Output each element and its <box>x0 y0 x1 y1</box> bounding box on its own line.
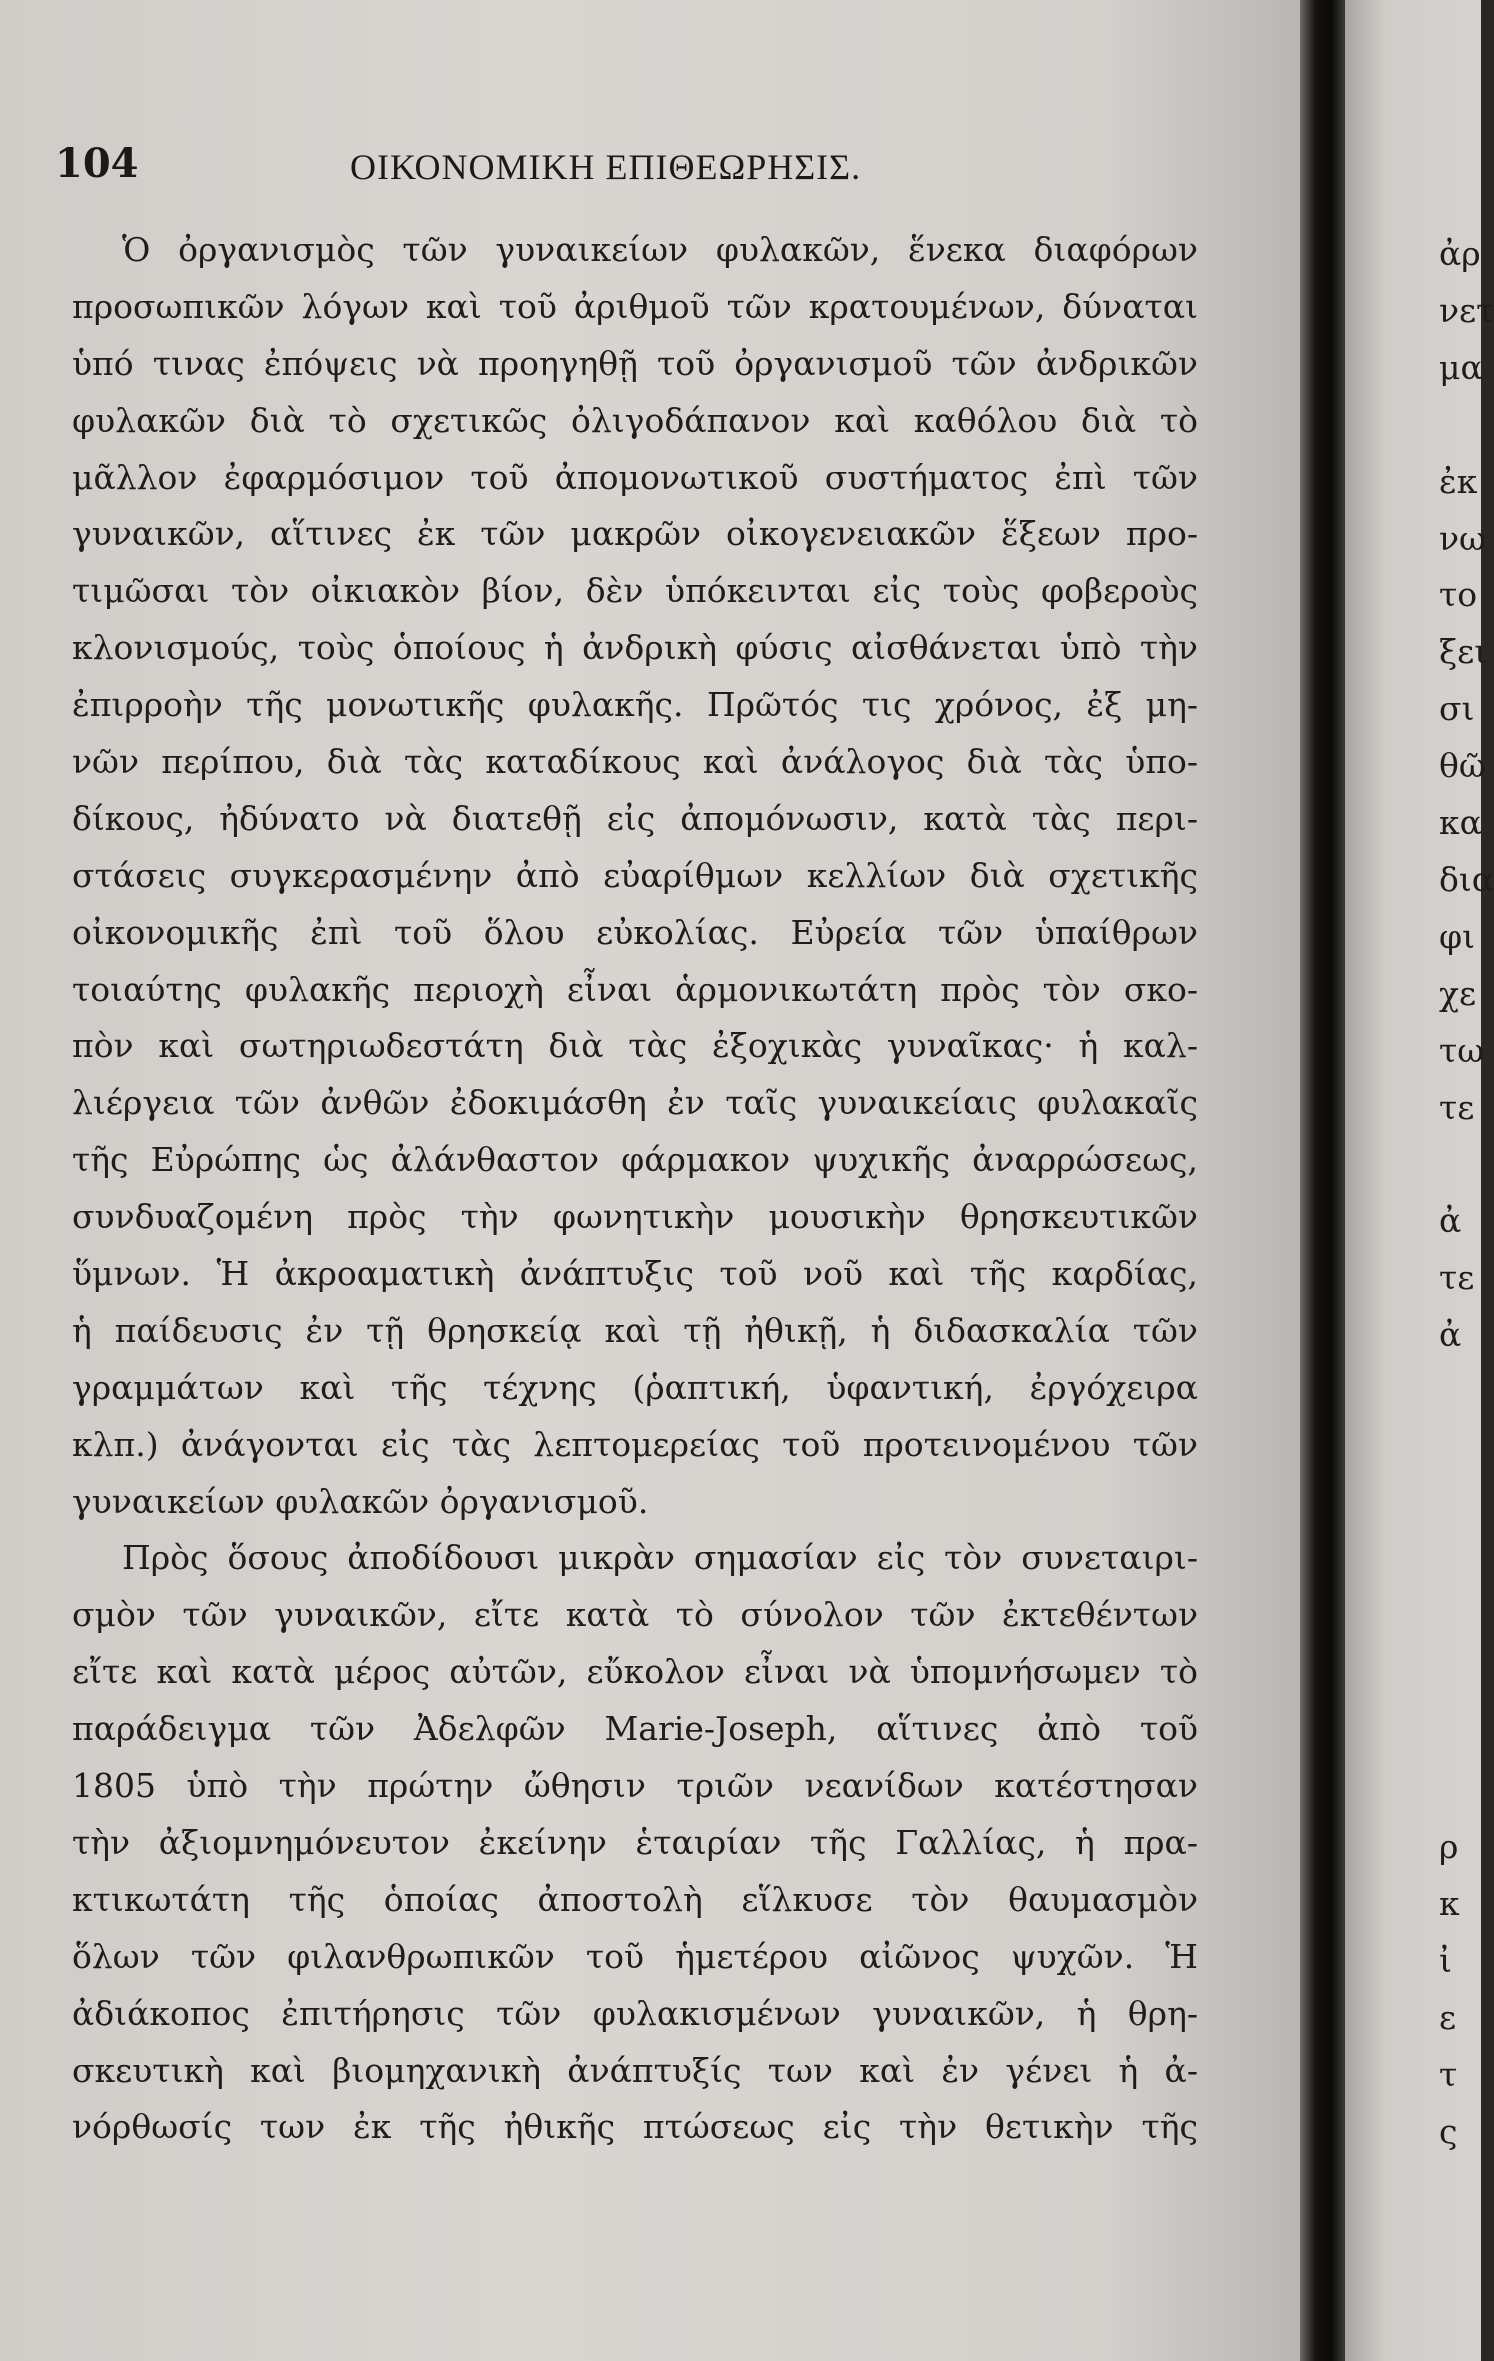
book-gutter <box>1300 0 1345 2361</box>
text-line: Πρὸς ὅσους ἀποδίδουσι μικρὰν σημασίαν εἰς τὸν συνεταιρι- <box>122 1538 1198 1578</box>
text-line: παράδειγμα τῶν Ἀδελφῶν Marie-Joseph, αἵτινες ἀπὸ τοῦ <box>72 1709 1198 1749</box>
facing-page-fragment: μα <box>1439 347 1483 387</box>
facing-page-fragment: θῶ <box>1439 746 1486 786</box>
text-line: οἰκονομικῆς ἐπὶ τοῦ ὅλου εὐκολίας. Εὐρεία τῶν ὑπαίθρων <box>72 912 1198 952</box>
text-line: τοιαύτης φυλακῆς περιοχὴ εἶναι ἁρμονικωτάτη πρὸς τὸν σκο- <box>72 969 1198 1009</box>
page-number: 104 <box>55 140 139 187</box>
text-line: σμὸν τῶν γυναικῶν, εἴτε κατὰ τὸ σύνολον τῶν ἐκτεθέντων <box>72 1595 1198 1635</box>
text-line: ὕμνων. Ἡ ἀκροαματικὴ ἀνάπτυξις τοῦ νοῦ καὶ τῆς καρδίας, <box>72 1254 1198 1294</box>
facing-page-fragment: το <box>1439 575 1478 615</box>
text-line: σκευτικὴ καὶ βιομηχανικὴ ἀνάπτυξίς των καὶ ἐν γένει ἡ ἀ- <box>72 2050 1198 2090</box>
text-line: γραμμάτων καὶ τῆς τέχνης (ῥαπτική, ὑφαντική, ἐργόχειρα <box>72 1367 1198 1407</box>
text-line: ἐπιρροὴν τῆς μονωτικῆς φυλακῆς. Πρῶτός τις χρόνος, ἐξ μη- <box>72 685 1198 725</box>
facing-page-fragment: χε <box>1439 973 1477 1013</box>
text-line: φυλακῶν διὰ τὸ σχετικῶς ὀλιγοδάπανον καὶ καθόλου διὰ τὸ <box>72 400 1198 440</box>
text-line: γυναικείων φυλακῶν ὀργανισμοῦ. <box>72 1481 649 1521</box>
text-line: προσωπικῶν λόγων καὶ τοῦ ἀριθμοῦ τῶν κρατουμένων, δύναται <box>72 286 1198 326</box>
body-text <box>72 222 1198 2156</box>
text-line: δίκους, ἠδύνατο νὰ διατεθῇ εἰς ἀπομόνωσιν, κατὰ τὰς περι- <box>72 798 1198 838</box>
text-line: ἡ παίδευσις ἐν τῇ θρησκείᾳ καὶ τῇ ἠθικῇ, ἡ διδασκαλία τῶν <box>72 1310 1198 1350</box>
text-line: ὅλων τῶν φιλανθρωπικῶν τοῦ ἡμετέρου αἰῶνος ψυχῶν. Ἡ <box>72 1936 1198 1976</box>
text-line: νόρθωσίς των ἐκ τῆς ἠθικῆς πτώσεως εἰς τὴν θετικὴν τῆς <box>72 2107 1198 2147</box>
facing-page-fragment: σι <box>1439 689 1475 729</box>
text-line: τῆς Εὐρώπης ὡς ἀλάνθαστον φάρμακον ψυχικῆς ἀναρρώσεως, <box>72 1140 1198 1180</box>
text-line: γυναικῶν, αἵτινες ἐκ τῶν μακρῶν οἰκογενειακῶν ἕξεων προ- <box>72 514 1198 554</box>
text-line: στάσεις συγκερασμένην ἀπὸ εὐαρίθμων κελλίων διὰ σχετικῆς <box>72 855 1198 895</box>
text-line: κλονισμούς, τοὺς ὁποίους ἡ ἀνδρικὴ φύσις αἰσθάνεται ὑπὸ τὴν <box>72 628 1198 668</box>
facing-page-fragment: κ <box>1439 1884 1460 1924</box>
text-line: λιέργεια τῶν ἀνθῶν ἐδοκιμάσθη ἐν ταῖς γυναικείαις φυλακαῖς <box>72 1083 1198 1123</box>
text-line: κλπ.) ἀνάγονται εἰς τὰς λεπτομερείας τοῦ προτεινομένου τῶν <box>72 1424 1198 1464</box>
page-header <box>55 140 1215 200</box>
facing-page-fragment: κα <box>1439 803 1482 842</box>
facing-page-fragment: νετ <box>1439 290 1494 330</box>
text-line: Ὁ ὀργανισμὸς τῶν γυναικείων φυλακῶν, ἕνεκα διαφόρων <box>122 230 1198 269</box>
facing-page-fragment: νω <box>1439 518 1486 558</box>
facing-page-fragment: φι <box>1439 916 1476 956</box>
facing-page-fragment: ξει <box>1439 632 1488 672</box>
facing-page-fragment: ἀρ <box>1439 234 1481 273</box>
text-line: τιμῶσαι τὸν οἰκιακὸν βίον, δὲν ὑπόκεινται εἰς τοὺς φοβεροὺς <box>72 571 1198 611</box>
facing-page-fragment: ἀ <box>1439 1315 1462 1355</box>
facing-page-edge <box>1345 0 1494 2361</box>
facing-page-fragment: ἐκ <box>1439 461 1478 501</box>
facing-page-fragment: τω <box>1439 1030 1485 1070</box>
text-line: μᾶλλον ἐφαρμόσιμον τοῦ ἀπομονωτικοῦ συστήματος ἐπὶ τῶν <box>72 457 1198 497</box>
text-line: ἀδιάκοπος ἐπιτήρησις τῶν φυλακισμένων γυναικῶν, ἡ θρη- <box>72 1993 1198 2033</box>
facing-page-fragment: τε <box>1439 1258 1475 1298</box>
text-line: συνδυαζομένη πρὸς τὴν φωνητικὴν μουσικὴν θρησκευτικῶν <box>72 1197 1198 1237</box>
text-line: ὑπό τινας ἐπόψεις νὰ προηγηθῇ τοῦ ὀργανισμοῦ τῶν ἀνδρικῶν <box>72 343 1198 383</box>
text-line: νῶν περίπου, διὰ τὰς καταδίκους καὶ ἀνάλογος διὰ τὰς ὑπο- <box>72 742 1198 782</box>
facing-page-fragment: τε <box>1439 1087 1475 1127</box>
facing-page-fragment: δια <box>1439 859 1494 899</box>
facing-page-fragment: ρ <box>1439 1827 1459 1867</box>
facing-page-fragment: ἰ <box>1439 1941 1452 1980</box>
facing-page-fragment: ε <box>1439 1997 1457 2037</box>
facing-page-fragment: τ <box>1439 2054 1458 2094</box>
running-head: ΟΙΚΟΝΟΜΙΚΗ ΕΠΙΘΕΩΡΗΣΙΣ. <box>350 147 862 187</box>
facing-page-fragment: ς <box>1439 2111 1458 2151</box>
text-line: εἴτε καὶ κατὰ μέρος αὐτῶν, εὔκολον εἶναι νὰ ὑπομνήσωμεν τὸ <box>72 1652 1198 1692</box>
text-line: κτικωτάτη τῆς ὁποίας ἀποστολὴ εἵλκυσε τὸν θαυμασμὸν <box>72 1879 1198 1919</box>
text-line: πὸν καὶ σωτηριωδεστάτη διὰ τὰς ἐξοχικὰς γυναῖκας· ἡ καλ- <box>72 1026 1198 1066</box>
facing-page-fragment: ἀ <box>1439 1201 1462 1241</box>
text-line: τὴν ἀξιομνημόνευτον ἐκείνην ἑταιρίαν τῆς Γαλλίας, ἡ πρα- <box>72 1822 1198 1862</box>
text-line: 1805 ὑπὸ τὴν πρώτην ὤθησιν τριῶν νεανίδων κατέστησαν <box>72 1766 1198 1806</box>
